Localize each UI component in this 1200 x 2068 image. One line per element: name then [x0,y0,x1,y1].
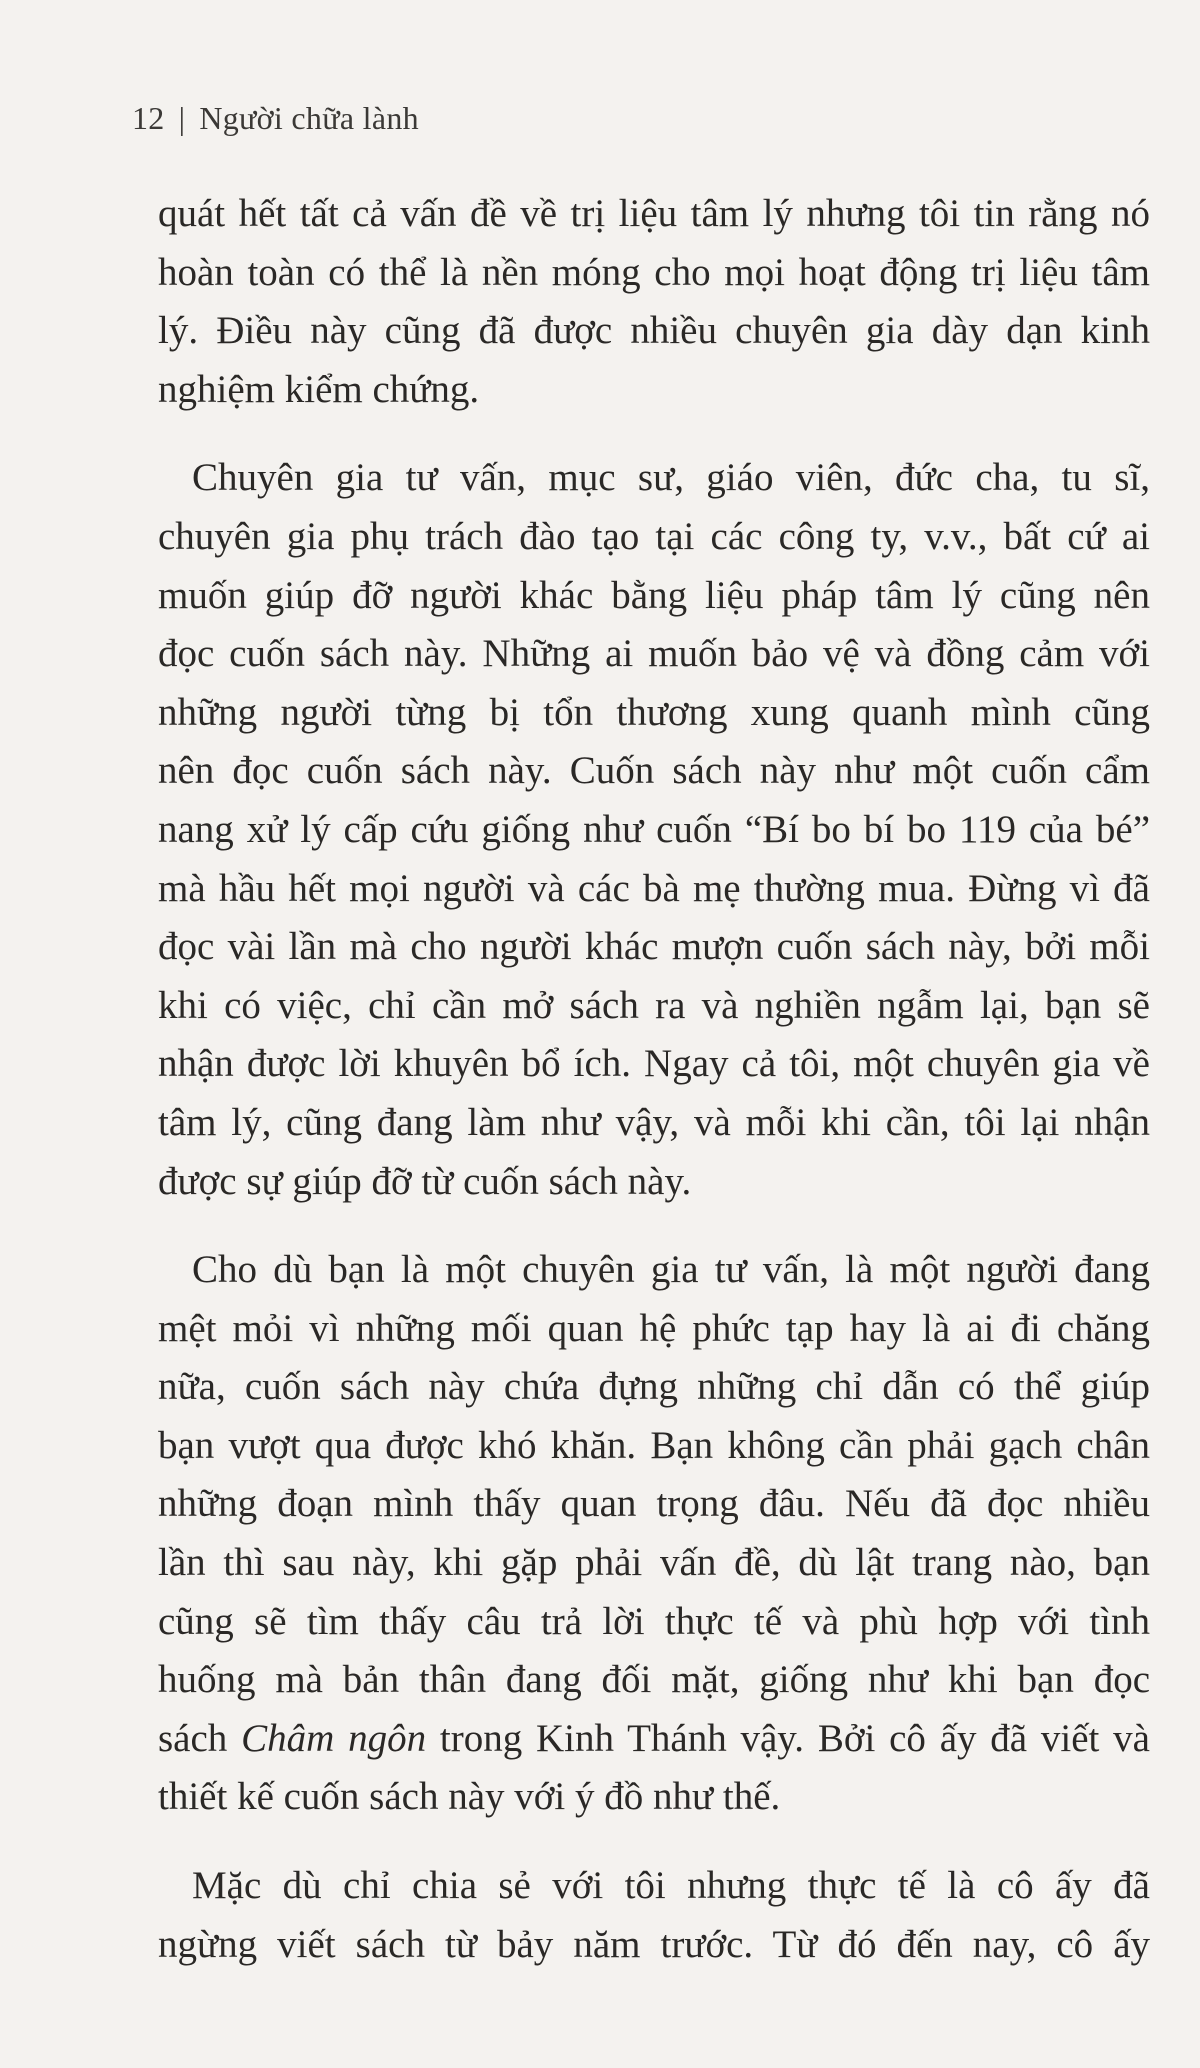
text-line: những người từng bị tổn thương xung quanh mình cũng [158,690,1150,734]
paragraph-4 [158,1857,1150,1974]
text-line: chuyên gia phụ trách đào tạo tại các công ty, v.v., bất cứ ai [158,514,1150,558]
text-line: Cho dù bạn là một chuyên gia tư vấn, là một người đang [192,1248,1150,1292]
text-line: Mặc dù chỉ chia sẻ với tôi nhưng thực tế là cô ấy đã [192,1864,1150,1908]
running-header [132,98,419,138]
text-line: mà hầu hết mọi người và các bà mẹ thường mua. Đừng vì đã [158,866,1150,910]
body-text [158,185,1150,1974]
text-line: được sự giúp đỡ từ cuốn sách này. [158,1159,692,1203]
paragraph-2 [158,449,1150,1211]
book-reference-title: Châm ngôn [241,1716,427,1760]
text-line: những đoạn mình thấy quan trọng đâu. Nếu đã đọc nhiều [158,1482,1150,1526]
text-line: nên đọc cuốn sách này. Cuốn sách này như một cuốn cẩm [158,749,1150,793]
text-line: ngừng viết sách từ bảy năm trước. Từ đó đến nay, cô ấy [158,1922,1150,1966]
text-line: cũng sẽ tìm thấy câu trả lời thực tế và phù hợp với tình [158,1599,1150,1643]
text-line: khi có việc, chỉ cần mở sách ra và nghiền ngẫm lại, bạn sẽ [158,983,1150,1027]
text-line: tâm lý, cũng đang làm như vậy, và mỗi khi cần, tôi lại nhận [158,1100,1150,1144]
text-line: đọc vài lần mà cho người khác mượn cuốn sách này, bởi mỗi [158,925,1150,969]
text-line: hoàn toàn có thể là nền móng cho mọi hoạt động trị liệu tâm [158,250,1150,294]
text-line: nghiệm kiểm chứng. [158,367,480,411]
book-title: Người chữa lành [199,100,419,136]
text-line: thiết kế cuốn sách này với ý đồ như thế. [158,1775,781,1819]
text-line-with-title [158,1710,1150,1769]
text-line: quát hết tất cả vấn đề về trị liệu tâm lý nhưng tôi tin rằng nó [158,192,1150,235]
text-line: lần thì sau này, khi gặp phải vấn đề, dù lật trang nào, bạn [158,1541,1150,1585]
header-separator: | [178,100,186,136]
text-line: đọc cuốn sách này. Những ai muốn bảo vệ và đồng cảm với [158,632,1150,676]
text-fragment: trong Kinh Thánh vậy. Bởi cô ấy đã viết và [426,1716,1150,1760]
text-line: huống mà bản thân đang đối mặt, giống như khi bạn đọc [158,1658,1150,1702]
text-line: Chuyên gia tư vấn, mục sư, giáo viên, đức cha, tu sĩ, [192,456,1150,500]
text-fragment: sách [158,1716,242,1760]
text-line: mệt mỏi vì những mối quan hệ phức tạp hay là ai đi chăng [158,1306,1150,1350]
text-line: nữa, cuốn sách này chứa đựng những chỉ dẫn có thể giúp [158,1365,1150,1409]
text-line: lý. Điều này cũng đã được nhiều chuyên gia dày dạn kinh [158,309,1150,353]
paragraph-3 [158,1241,1150,1827]
text-line: muốn giúp đỡ người khác bằng liệu pháp tâm lý cũng nên [158,573,1150,617]
text-line: nang xử lý cấp cứu giống như cuốn “Bí bo bí bo 119 của bé” [158,807,1150,851]
page-number: 12 [132,100,165,136]
text-line: bạn vượt qua được khó khăn. Bạn không cần phải gạch chân [158,1423,1150,1467]
paragraph-1 [158,185,1150,419]
text-line: nhận được lời khuyên bổ ích. Ngay cả tôi, một chuyên gia về [158,1042,1150,1086]
